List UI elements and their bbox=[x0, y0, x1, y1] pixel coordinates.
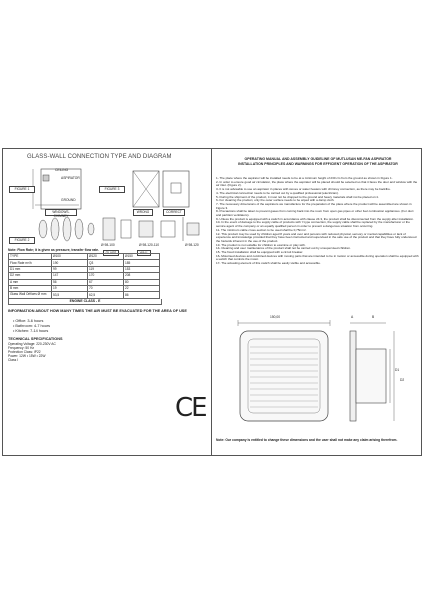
correct-label: CORRECT bbox=[163, 209, 185, 216]
table-cell: 170 bbox=[88, 273, 124, 279]
table-cell: 22 bbox=[124, 285, 160, 291]
table-cell: 86 bbox=[124, 292, 160, 298]
table-cell: Flow Rate m³/h bbox=[9, 260, 52, 266]
instruction-item: 6- For cleaning the product, only the outer surface needs to be wiped with a damp cloth. bbox=[216, 198, 335, 203]
table-cell: 153 bbox=[124, 266, 160, 272]
wall-label: WALL bbox=[137, 250, 151, 256]
table-cell: B mm bbox=[9, 285, 52, 291]
dim-d1-label: D1 bbox=[395, 368, 400, 372]
tech-item: Operating Voltage: 220-230V AC bbox=[8, 342, 56, 346]
instruction-item: 2- In order to ensure good air circulation, the place where the aspirator will be placed should be selected so that it faces the door and window with the air inlet. (Figure 2). bbox=[216, 179, 418, 188]
instruction-item: 17- The actuating element of this switch shall be easily visible and accessible. bbox=[216, 261, 321, 266]
figure-3-label: FIGURE 3 bbox=[99, 186, 125, 193]
table-cell: 147 bbox=[52, 273, 88, 279]
table-header: Ø120 bbox=[88, 254, 124, 260]
table-cell: 19 bbox=[52, 285, 88, 291]
table-cell: 185 bbox=[124, 260, 160, 266]
info-item-kitchen: • Kitchen: 7-14 hours bbox=[13, 329, 49, 333]
dim-d2-label: D2 bbox=[400, 378, 405, 382]
engine-class: ENGINE CLASS - E bbox=[8, 299, 162, 305]
figure-1-label: FIGURE 1 bbox=[9, 186, 35, 193]
diameter-2-label: Ø 98-120-110 bbox=[139, 243, 160, 247]
windows-chimney-label: WINDOWS-CHIMNEY bbox=[45, 209, 77, 216]
dim-a-label: A bbox=[351, 315, 354, 319]
instruction-item: 1- The place where the aspirator will be installed needs to be at a minimum height of 230 cm from the ground as shown in Figure 1. bbox=[216, 176, 393, 180]
info-item-office: • Office: 3-6 hours bbox=[13, 319, 44, 323]
info-heading: INFORMATION ABOUT HOW MANY TIMES THE AIR MUST BE EVACUATED FOR THE AREA OF USE bbox=[8, 309, 187, 313]
table-note: Note: Flow Rate; It is given as pressure, transfer flow rate. bbox=[8, 248, 100, 252]
instruction-item: 16- Motorised devices and combined devices with moving parts that are intended to be in motion or accessible during operation shall be equipped with a switch that controls the motor. bbox=[216, 253, 419, 262]
instruction-item: 9- Unless the product is equipped with a switch in accordance with clause 24.3, the product shall be disconnected from the supply after installation. bbox=[216, 216, 414, 221]
manual-sheet bbox=[2, 148, 422, 456]
info-item-bathroom: • Bathroom: 4-7 hours bbox=[13, 324, 51, 328]
diameter-1-label: Ø 98-100 bbox=[101, 243, 115, 247]
table-cell: A mm bbox=[9, 279, 52, 285]
table-cell: 190 bbox=[52, 260, 88, 266]
ceiling-label: CEILING bbox=[55, 168, 69, 172]
table-cell: D2 mm bbox=[9, 273, 52, 279]
table-header: Ø100 bbox=[52, 254, 88, 260]
instruction-item: 11- The minimum cable cross-section to be used shall be 0,75mm². bbox=[216, 227, 307, 232]
spec-table bbox=[8, 253, 160, 299]
instruction-item: 14- Cleaning and user maintenance of the product shall not be carried out by unsupervised children. bbox=[216, 246, 351, 251]
dimension-note: Note: Our company is entitled to change these dimensions and the user shall not make any claim arising therefrom. bbox=[216, 438, 398, 442]
figure-2-parts bbox=[39, 217, 199, 241]
table-cell: Q3 bbox=[88, 260, 124, 266]
tech-item: Power: 12W • 15W • 22W bbox=[8, 354, 46, 358]
table-header: Ø150 bbox=[124, 254, 160, 260]
diagram-title: GLASS-WALL CONNECTION TYPE AND DIAGRAM bbox=[27, 154, 172, 160]
instruction-item: 5- During the shipment of the product, it must not be dropped to the ground and heavy materials shall not be placed on it. bbox=[216, 194, 379, 199]
table-cell: 119 bbox=[88, 266, 124, 272]
tech-heading: TECHNICAL SPECIFICATIONS bbox=[8, 337, 63, 341]
table-cell: Glass Wall Orifices Ø mm bbox=[9, 292, 52, 298]
ce-mark: CE bbox=[175, 393, 206, 423]
dim-width-label: 150,00 bbox=[270, 315, 281, 319]
table-cell: D1 mm bbox=[9, 266, 52, 272]
instruction-item: 10- In the event of damage to the supply cable of products with Y-type connection, the supply cable shall be replaced by the manufacturer or the service agent of the company or an equally qualified person in order to prevent a dangerous situation from occurring. bbox=[216, 220, 410, 229]
table-row bbox=[9, 292, 160, 298]
fan-dimension-drawing bbox=[230, 309, 410, 431]
aspirator-box bbox=[43, 175, 49, 181]
diameter-3-label: Ø 98-120 bbox=[185, 243, 199, 247]
tech-item: Frequency: 50 Hz bbox=[8, 346, 35, 350]
instructions-list bbox=[216, 177, 419, 266]
glass-label: GLASS bbox=[103, 250, 119, 256]
table-cell: 62,5 bbox=[88, 292, 124, 298]
dim-b-label: B bbox=[372, 315, 375, 319]
figure-2-label: FIGURE 2 bbox=[9, 237, 35, 244]
fan-side-duct bbox=[356, 349, 386, 403]
instruction-item: 4- The electrical connection needs to be carried out by a qualified professional (electrician). bbox=[216, 190, 339, 195]
table-cell: 70 bbox=[88, 285, 124, 291]
instruction-item: 8- Precautions shall be taken to prevent gases from coming back into the room from open gas pipes or other fuel combustion appliances. (For duct and partition ventilators). bbox=[216, 209, 414, 218]
tech-item: Class I bbox=[8, 358, 19, 362]
aspirator-label: ASPIRATOR bbox=[61, 176, 80, 180]
table-cell: 53,5 bbox=[52, 292, 88, 298]
ground-label: GROUND bbox=[61, 198, 76, 202]
fan-front-face bbox=[240, 331, 328, 421]
instruction-item: 12- This product may be used by children aged 8 years and over and persons with reduced physical, sensory or mental capabilities or lack of experience and knowledge provided that they have been instructed and supervised in the safe use of the product and that they have fully understood the hazards inherent in the use of the product. bbox=[216, 231, 417, 243]
instruction-item: 7- The necessary dimensions of the aspirators we manufacture for the preparation of the place where the product will be assembled are shown in Figure 3. bbox=[216, 201, 412, 210]
right-column bbox=[212, 149, 423, 455]
fan-side-flange bbox=[350, 331, 356, 421]
installation-heading: INSTALLATION PRINCIPLES AND WARNINGS FOR EFFICIENT OPERATION OF THE ASPIRATOR bbox=[238, 162, 398, 166]
tech-item: Protection Class: IP22 bbox=[8, 350, 41, 354]
wrong-label: WRONG bbox=[133, 209, 153, 216]
instruction-item: 13- The product is not suitable for children to examine or play with. bbox=[216, 242, 306, 247]
table-cell: 67 bbox=[88, 279, 124, 285]
table-cell: 56 bbox=[52, 279, 88, 285]
table-cell: 99 bbox=[52, 266, 88, 272]
table-cell: 208 bbox=[124, 273, 160, 279]
table-cell: 80 bbox=[124, 279, 160, 285]
table-header: TYPE bbox=[9, 254, 52, 260]
manual-heading: OPERATING MANUAL AND ASSEMBLY GUIDELINE OF MUTLUSAN ME-FAN ASPIRATOR bbox=[244, 157, 392, 161]
instruction-item: 15- The fixed installation shall be equipped with a circuit breaker. bbox=[216, 250, 304, 255]
instruction-item: 3- It is not advisable to use an aspirator in places with stoves or water heaters with chimney connection, as there may be backfire. bbox=[216, 187, 391, 192]
left-column bbox=[3, 149, 211, 455]
